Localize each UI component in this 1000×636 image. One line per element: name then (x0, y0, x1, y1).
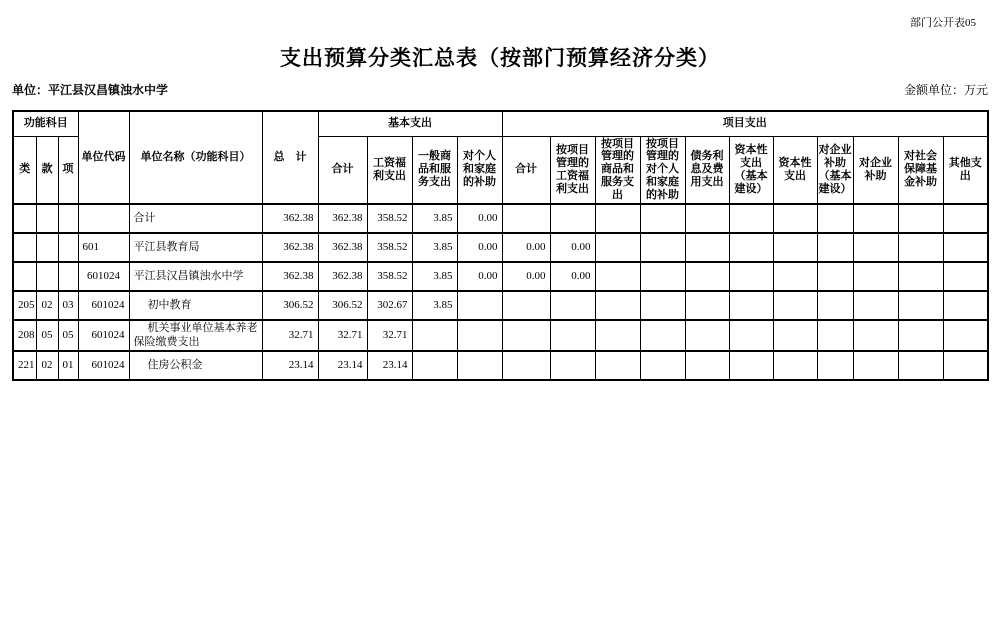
amount-unit-label: 金额单位：万元 (903, 83, 988, 97)
cell-project-personal (640, 262, 685, 291)
cell-unit-name: 平江县汉昌镇浊水中学 (129, 262, 262, 291)
cell-project-salary (550, 351, 595, 380)
cell-project-enterprise (853, 291, 898, 320)
table-row (13, 320, 988, 350)
table-row (13, 291, 988, 320)
cell-project-capital (773, 204, 817, 233)
cell-project-other (943, 291, 988, 320)
cell-project-social-security (898, 320, 943, 350)
cell-func-class: 221 (13, 351, 36, 380)
cell-basic-salary: 302.67 (367, 291, 412, 320)
header-project-salary: 按项目管理的工资福利支出 (550, 136, 595, 204)
cell-total: 32.71 (262, 320, 318, 350)
header-project-other: 其他支出 (943, 136, 988, 204)
cell-basic-salary: 358.52 (367, 233, 412, 262)
cell-project-social-security (898, 351, 943, 380)
cell-basic-personal (457, 351, 502, 380)
cell-project-goods (595, 262, 640, 291)
cell-func-section: 02 (36, 351, 58, 380)
cell-unit-name: 机关事业单位基本养老保险缴费支出 (129, 320, 262, 350)
header-unit-code: 单位代码 (78, 111, 129, 204)
cell-project-total (502, 320, 550, 350)
cell-project-enterprise (853, 320, 898, 350)
cell-basic-total: 23.14 (318, 351, 367, 380)
cell-project-enterprise-infra (817, 204, 853, 233)
header-basic-group: 基本支出 (318, 111, 502, 136)
cell-project-enterprise-infra (817, 320, 853, 350)
cell-basic-personal (457, 320, 502, 350)
cell-basic-goods (412, 351, 457, 380)
cell-project-total (502, 204, 550, 233)
meta-row (12, 81, 988, 98)
cell-basic-personal: 0.00 (457, 233, 502, 262)
cell-total: 23.14 (262, 351, 318, 380)
cell-project-enterprise-infra (817, 291, 853, 320)
cell-basic-personal: 0.00 (457, 262, 502, 291)
cell-project-enterprise-infra (817, 262, 853, 291)
header-func-section: 款 (36, 136, 58, 204)
cell-basic-total: 362.38 (318, 204, 367, 233)
cell-unit-code: 601024 (78, 291, 129, 320)
cell-func-item: 01 (58, 351, 78, 380)
cell-project-capital-infra (729, 291, 773, 320)
cell-basic-total: 362.38 (318, 233, 367, 262)
cell-unit-name: 平江县教育局 (129, 233, 262, 262)
header-basic-goods: 一般商品和服务支出 (412, 136, 457, 204)
doc-number: 部门公开表05 (910, 17, 976, 29)
header-project-group: 项目支出 (502, 111, 988, 136)
cell-project-personal (640, 204, 685, 233)
cell-unit-code: 601024 (78, 320, 129, 350)
cell-func-item: 03 (58, 291, 78, 320)
cell-project-personal (640, 320, 685, 350)
cell-project-capital (773, 262, 817, 291)
cell-func-item (58, 233, 78, 262)
cell-func-item (58, 262, 78, 291)
cell-total: 362.38 (262, 262, 318, 291)
table-row (13, 204, 988, 233)
cell-project-total: 0.00 (502, 233, 550, 262)
cell-project-social-security (898, 262, 943, 291)
cell-project-salary: 0.00 (550, 262, 595, 291)
cell-project-salary: 0.00 (550, 233, 595, 262)
cell-func-class (13, 233, 36, 262)
cell-project-social-security (898, 204, 943, 233)
header-basic-total: 合计 (318, 136, 367, 204)
cell-basic-total: 32.71 (318, 320, 367, 350)
header-project-enterprise-infra: 对企业补助（基本建设） (817, 136, 853, 204)
cell-project-goods (595, 351, 640, 380)
cell-project-other (943, 204, 988, 233)
cell-project-other (943, 351, 988, 380)
page-title: 支出预算分类汇总表（按部门预算经济分类） (280, 46, 720, 70)
cell-project-salary (550, 320, 595, 350)
cell-project-goods (595, 233, 640, 262)
cell-total: 362.38 (262, 204, 318, 233)
header-func-item: 项 (58, 136, 78, 204)
cell-project-interest (685, 233, 729, 262)
cell-project-interest (685, 320, 729, 350)
cell-total: 306.52 (262, 291, 318, 320)
cell-project-capital-infra (729, 320, 773, 350)
cell-basic-salary: 32.71 (367, 320, 412, 350)
cell-project-capital-infra (729, 233, 773, 262)
cell-unit-code: 601 (78, 233, 129, 262)
budget-table (12, 110, 989, 381)
cell-project-capital (773, 351, 817, 380)
header-project-total: 合计 (502, 136, 550, 204)
cell-func-class (13, 204, 36, 233)
header-func-class: 类 (13, 136, 36, 204)
cell-project-social-security (898, 233, 943, 262)
cell-project-interest (685, 262, 729, 291)
cell-basic-salary: 358.52 (367, 262, 412, 291)
cell-project-goods (595, 320, 640, 350)
cell-project-personal (640, 351, 685, 380)
cell-project-capital-infra (729, 204, 773, 233)
cell-project-other (943, 262, 988, 291)
cell-basic-salary: 358.52 (367, 204, 412, 233)
table-row (13, 351, 988, 380)
cell-project-enterprise (853, 351, 898, 380)
table-row (13, 233, 988, 262)
header-total: 总 计 (262, 111, 318, 204)
cell-basic-salary: 23.14 (367, 351, 412, 380)
cell-basic-total: 306.52 (318, 291, 367, 320)
cell-total: 362.38 (262, 233, 318, 262)
cell-project-goods (595, 204, 640, 233)
table-body (13, 204, 988, 379)
cell-project-enterprise-infra (817, 351, 853, 380)
header-project-enterprise: 对企业补助 (853, 136, 898, 204)
header-unit-name: 单位名称（功能科目） (129, 111, 262, 204)
header-basic-salary: 工资福利支出 (367, 136, 412, 204)
cell-func-section: 05 (36, 320, 58, 350)
cell-func-section (36, 262, 58, 291)
header-group-row (13, 111, 988, 136)
cell-project-interest (685, 291, 729, 320)
header-project-capital-infra: 资本性支出（基本建设） (729, 136, 773, 204)
cell-project-personal (640, 291, 685, 320)
cell-project-capital-infra (729, 262, 773, 291)
table-row (13, 262, 988, 291)
cell-project-social-security (898, 291, 943, 320)
header-project-personal: 按项目管理的对个人和家庭的补助 (640, 136, 685, 204)
header-func-group: 功能科目 (13, 111, 78, 136)
cell-basic-personal (457, 291, 502, 320)
cell-unit-code (78, 204, 129, 233)
cell-basic-total: 362.38 (318, 262, 367, 291)
cell-project-other (943, 233, 988, 262)
header-project-capital: 资本性支出 (773, 136, 817, 204)
cell-func-section: 02 (36, 291, 58, 320)
cell-project-total: 0.00 (502, 262, 550, 291)
cell-basic-personal: 0.00 (457, 204, 502, 233)
cell-func-section (36, 233, 58, 262)
cell-unit-name: 初中教育 (129, 291, 262, 320)
header-project-interest: 债务利息及费用支出 (685, 136, 729, 204)
header-basic-personal: 对个人和家庭的补助 (457, 136, 502, 204)
cell-project-enterprise (853, 233, 898, 262)
cell-func-class: 205 (13, 291, 36, 320)
cell-project-salary (550, 291, 595, 320)
cell-basic-goods: 3.85 (412, 204, 457, 233)
cell-project-total (502, 291, 550, 320)
cell-project-capital (773, 233, 817, 262)
cell-project-capital-infra (729, 351, 773, 380)
cell-basic-goods (412, 320, 457, 350)
cell-basic-goods: 3.85 (412, 233, 457, 262)
cell-project-interest (685, 204, 729, 233)
cell-unit-code: 601024 (78, 351, 129, 380)
cell-unit-code: 601024 (78, 262, 129, 291)
cell-project-capital (773, 291, 817, 320)
cell-project-enterprise-infra (817, 233, 853, 262)
cell-unit-name: 住房公积金 (129, 351, 262, 380)
cell-project-enterprise (853, 204, 898, 233)
cell-basic-goods: 3.85 (412, 291, 457, 320)
cell-project-total (502, 351, 550, 380)
header-project-social-security: 对社会保障基金补助 (898, 136, 943, 204)
cell-project-enterprise (853, 262, 898, 291)
cell-func-section (36, 204, 58, 233)
cell-project-capital (773, 320, 817, 350)
cell-basic-goods: 3.85 (412, 262, 457, 291)
cell-func-class: 208 (13, 320, 36, 350)
cell-project-goods (595, 291, 640, 320)
cell-func-item: 05 (58, 320, 78, 350)
cell-project-salary (550, 204, 595, 233)
cell-func-class (13, 262, 36, 291)
cell-unit-name: 合计 (129, 204, 262, 233)
cell-project-other (943, 320, 988, 350)
cell-func-item (58, 204, 78, 233)
cell-project-interest (685, 351, 729, 380)
header-project-goods: 按项目管理的商品和服务支出 (595, 136, 640, 204)
cell-project-personal (640, 233, 685, 262)
unit-label: 单位：平江县汉昌镇浊水中学 (12, 83, 169, 97)
